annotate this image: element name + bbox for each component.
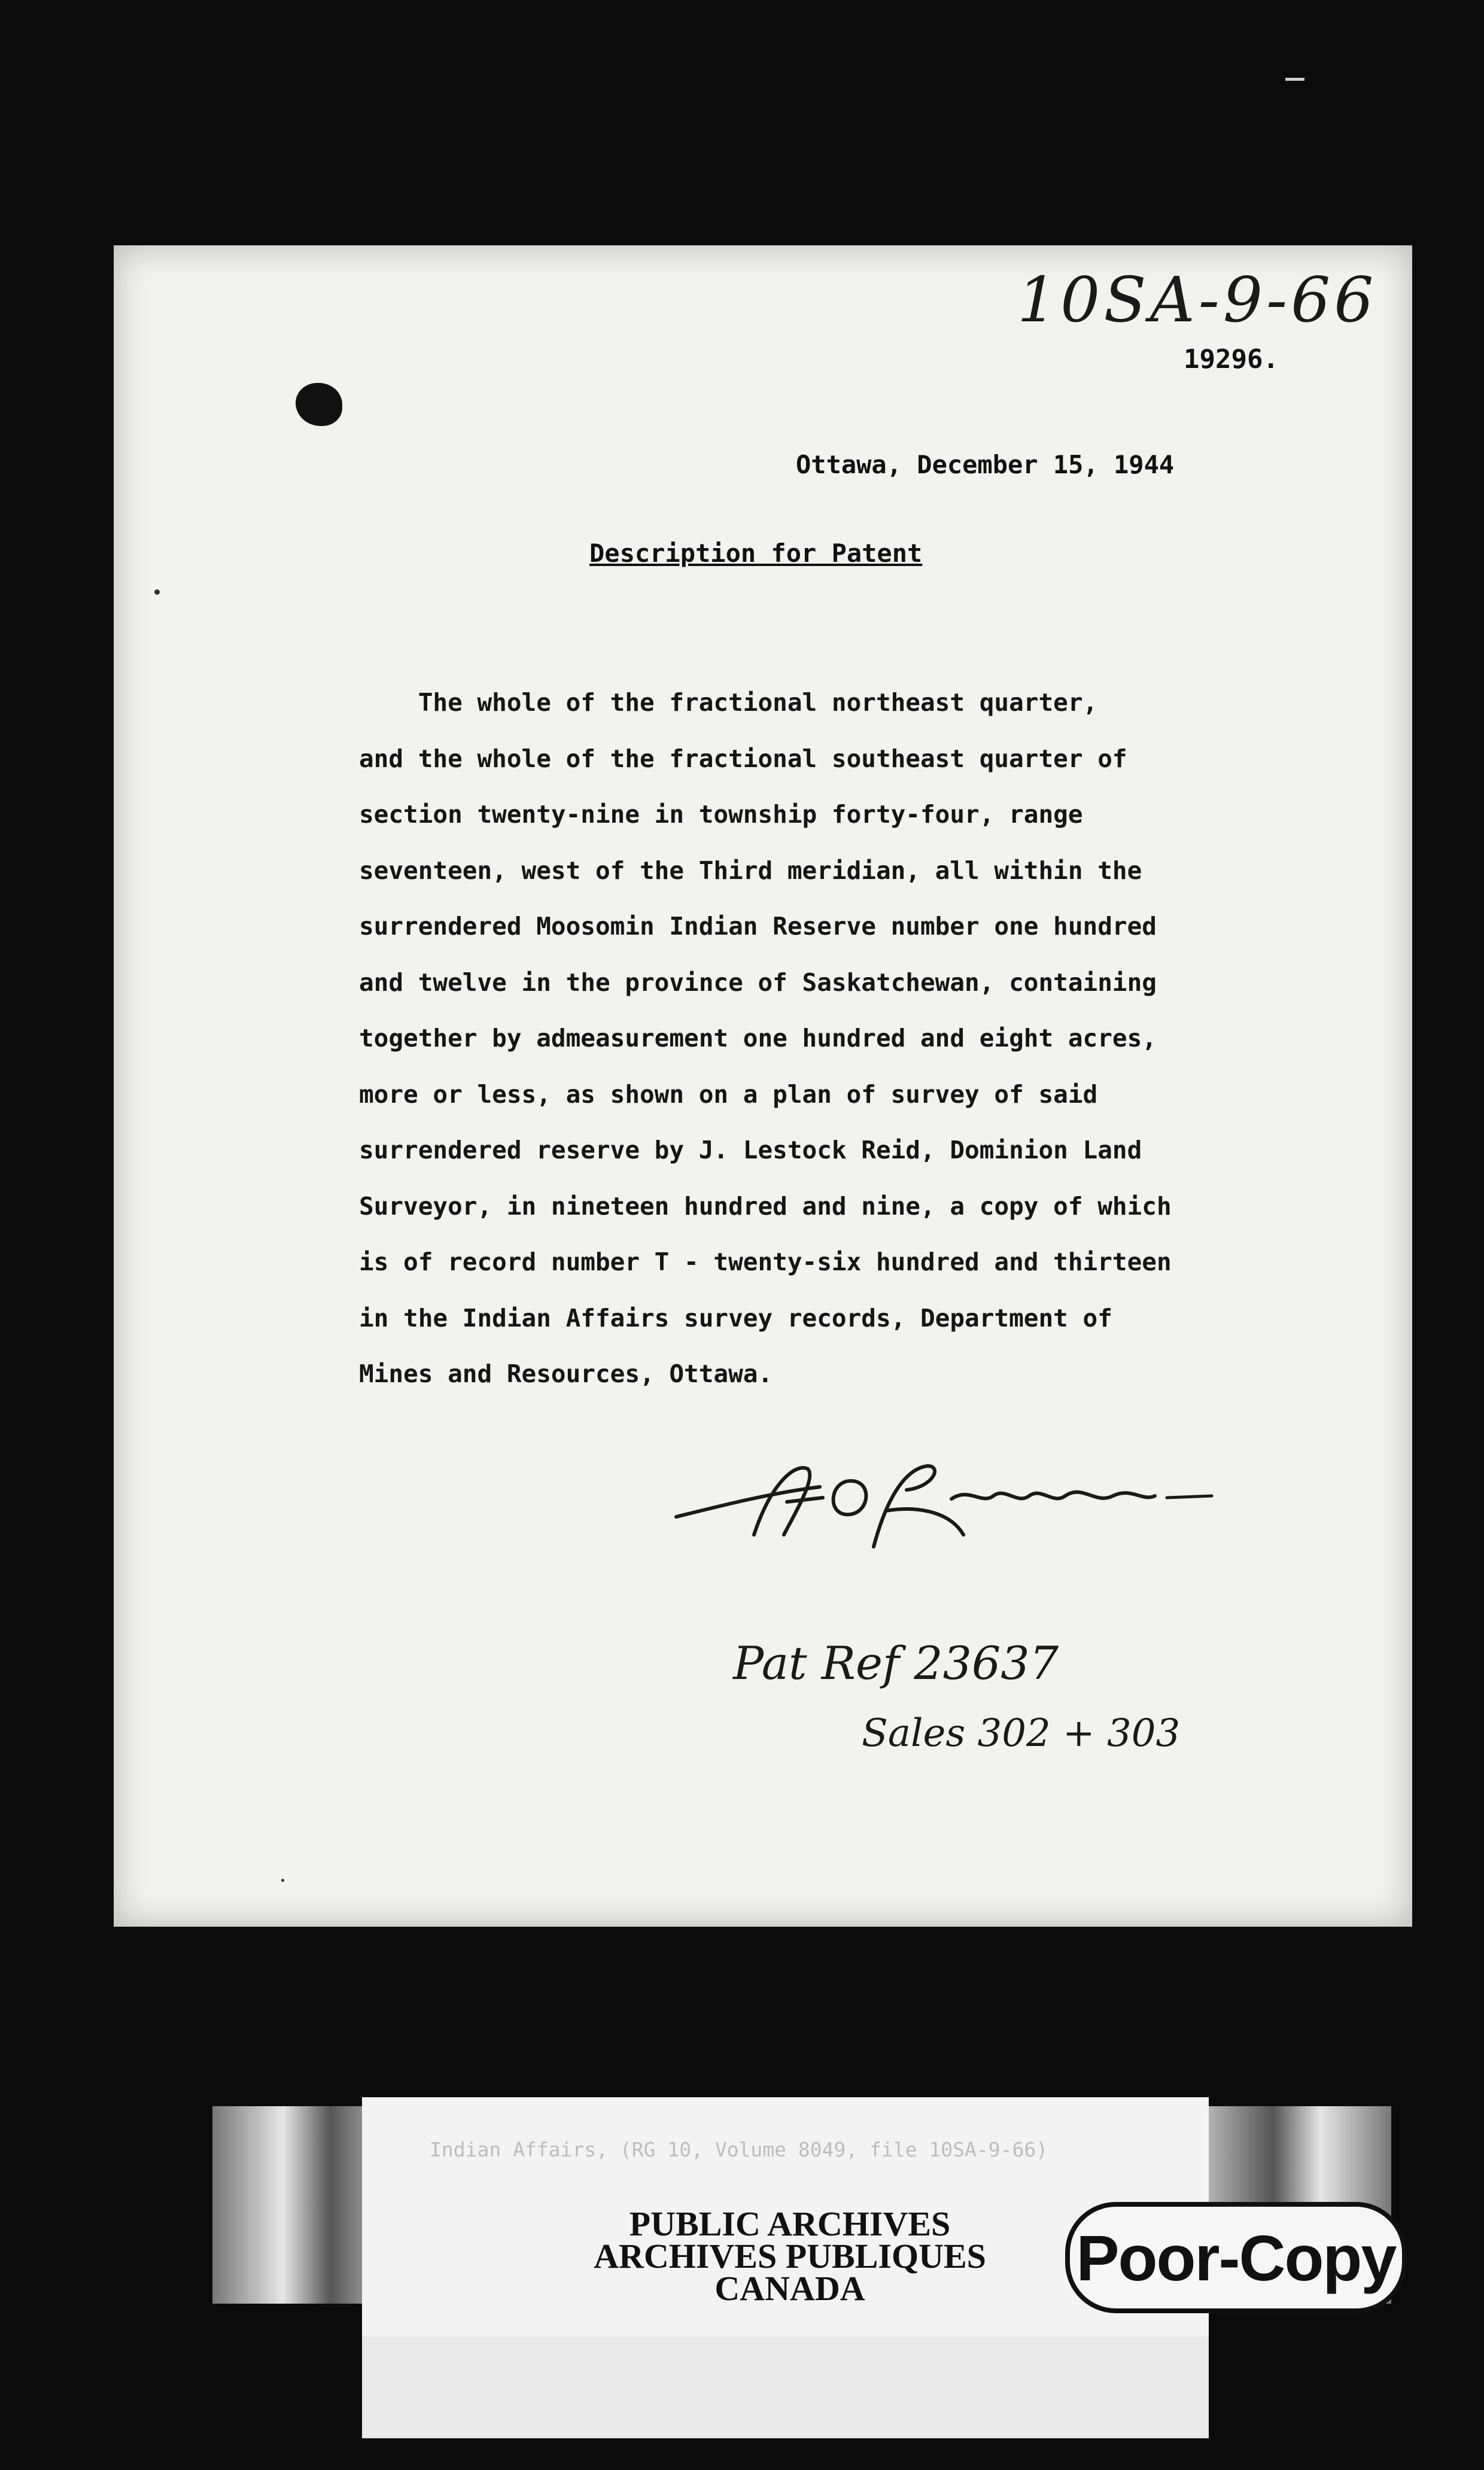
body-line: The whole of the fractional northeast quarter, bbox=[359, 688, 1098, 717]
document-number: 19296. bbox=[1184, 344, 1279, 375]
body-line: more or less, as shown on a plan of survey of said bbox=[359, 1079, 1098, 1109]
handwritten-signature bbox=[670, 1445, 1221, 1577]
archives-line: PUBLIC ARCHIVES bbox=[629, 2204, 951, 2243]
body-line: Surveyor, in nineteen hundred and nine, a copy of which bbox=[359, 1191, 1172, 1221]
poor-copy-stamp bbox=[1065, 2202, 1407, 2313]
handwritten-sales-note: Sales 302 + 303 bbox=[862, 1711, 1181, 1756]
handwritten-file-reference: 10SA-9-66 bbox=[1017, 263, 1377, 336]
dateline: Ottawa, December 15, 1944 bbox=[796, 450, 1175, 479]
speck-mark bbox=[154, 589, 160, 595]
archives-line: ARCHIVES PUBLIQUES bbox=[594, 2237, 986, 2276]
archives-stamp-text bbox=[556, 2204, 1023, 2308]
body-line: section twenty-nine in township forty-four, range bbox=[359, 800, 1083, 829]
film-frame-mark bbox=[1285, 78, 1304, 81]
body-line: and twelve in the province of Saskatchewan, containing bbox=[359, 968, 1157, 997]
body-line: surrendered Moosomin Indian Reserve number one hundred bbox=[359, 912, 1157, 941]
archive-reference: Indian Affairs, (RG 10, Volume 8049, file 10SA-9-66) bbox=[430, 2138, 1048, 2161]
body-line: surrendered reserve by J. Lestock Reid, Dominion Land bbox=[359, 1136, 1142, 1164]
body-line: in the Indian Affairs survey records, Department of bbox=[359, 1303, 1112, 1333]
body-line: together by admeasurement one hundred and eight acres, bbox=[359, 1024, 1157, 1053]
document-heading: Description for Patent bbox=[589, 539, 923, 568]
body-line: and the whole of the fractional southeast quarter of bbox=[359, 744, 1127, 773]
handwritten-patent-reference: Pat Ref 23637 bbox=[733, 1636, 1059, 1690]
speck-mark bbox=[281, 1879, 284, 1882]
archives-line: CANADA bbox=[714, 2269, 865, 2308]
body-line: seventeen, west of the Third meridian, all within the bbox=[359, 856, 1142, 885]
archive-label-bottom bbox=[362, 2337, 1209, 2438]
body-line: is of record number T - twenty-six hundred and thirteen bbox=[359, 1248, 1172, 1276]
body-line: Mines and Resources, Ottawa. bbox=[359, 1359, 773, 1388]
description-body bbox=[359, 675, 1328, 1403]
poor-copy-label: Poor-Copy bbox=[1076, 2221, 1396, 2294]
